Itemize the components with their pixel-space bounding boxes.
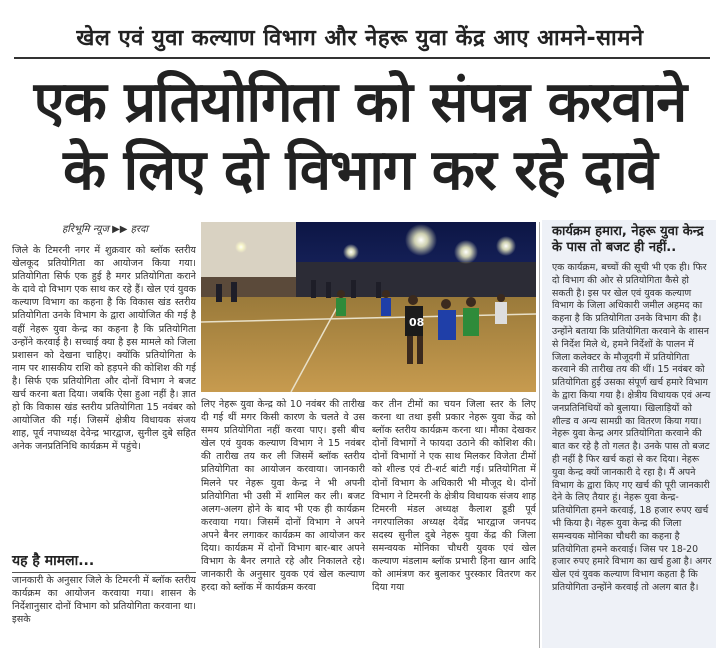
article-column-1-continued: जानकारी के अनुसार जिले के टिमरनी में ब्लॉक स्तरीय कार्यक्रम का आयोजन करवाया गया। शासन के निर्देशानुसार दोनों विभाग को प्रतियोगिता करवाना था। इसके [12, 575, 196, 626]
sidebar-heading: कार्यक्रम हमारा, नेहरू युवा केन्द्र के पास तो बजट ही नहीं.. [552, 224, 704, 255]
column-divider [539, 222, 540, 648]
headline-line-1: एक प्रतियोगिता को संपन्न करवाने [33, 70, 687, 135]
article-column-3: कर तीन टीमों का चयन जिला स्तर के लिए करना था तथा इसी प्रकार नेहरू युवा केंद्र को ब्लॉक स्तरीय कार्यक्रम करना था। मौका देखकर दोनों विभागों ने फायदा उठाने की कोशिश की। दोनों विभागों ने एक साथ मिलकर विजेता टीमों को शील्ड एवं टी-शर्ट बांटी गई। प्रतियोगिता में दोनों विभाग के अधिकारी भी मौजूद थे। दोनों विभाग ने टिमरनी के क्षेत्रीय विधायक संजय शाह टिमरनी मंडल अध्यक्ष कैलाश डूडी पूर्व नगरपालिका अध्यक्ष देवेंद्र भारद्वाज जनपद सदस्य सुनील दुबे नेहरू युवा केंद्र की जिला समन्वयक मोनिका चौधरी युवक एवं खेल कल्याण मंडलाम ब्लॉक प्रभारी हिना खान आदि को आमंत्रण कर बुलाकर पुरस्कार वितरण कर दिया गया [372, 399, 536, 594]
article-column-2: लिए नेहरू युवा केन्द्र को 10 नवंबर की तारीख दी गई थीं मगर किसी कारण के चलते वे उस समय प्रतियोगिता नहीं करवा पाए। इसी बीच खेल एवं युवक कल्याण विभाग ने 15 नवंबर की तारीख तय कर ली जिसमें ब्लॉक स्तरीय प्रतियोगिता का आयोजन करवाया। जानकारी मिलने पर नेहरू युवा केन्द्र ने भी अपनी प्रतियोगिता भी उसी में शामिल कर ली। बजट अलग-अलग होने के बाद भी एक ही कार्यक्रम करवाया गया। जिसमें दोनों विभाग ने अपने अपने बैनर लगाकर कार्यक्रम का आयोजन कर दिया। कार्यक्रम में दोनों विभाग बार-बार अपने विभाग के बैनर लगाते रहे और निकालते रहे। जानकारी के अनुसार युवक एवं खेल कल्याण हरदा को ब्लॉक में कार्यक्रम करवा [201, 399, 365, 594]
sidebar-body: एक कार्यक्रम, बच्चों की सूची भी एक ही। फिर दो विभाग की ओर से प्रतियोगिता कैसे हो सकती है। इस पर खेल एवं युवक कल्याण विभाग के जिला अधिकारी जमील अहमद का कहना है कि प्रतियोगिता उनके विभाग की है। उन्होंने बताया कि प्रतियोगिता करवाने के शासन से निर्देश मिले थे, हमने निर्देशों के पालन में जिला कलेक्टर के मौजूदगी में प्रतियोगिता करवाने की तारीख तय की थीं। 15 नवंबर को प्रतियोगिता हुई उसका संपूर्ण खर्च हमारे विभाग के द्वारा किया गया है। क्षेत्रीय विधायक एवं अन्य जनप्रतिनिधियों को बुलाया। खिलाड़ियों को शील्ड व अन्य सामग्री का वितरण किया गया। नेहरू युवा केन्द्र अगर प्रतियोगिता करवाने की बात कर रहे है तो गलत है। उनके पास तो बजट ही नहीं है फिर खर्च कहां से कर दिया। नेहरू युवा केन्द्र क्यों जानकारी दे रहा है। मैं अपने विभाग के द्वारा किए गए खर्च की पूरी जानकारी देने के लिए तैयार हूं। नेहरू युवा केन्द्र- प्रतियोगिता हमने करवाई, 18 हजार रुपए खर्च भी किया है। नेहरू युवा केन्द्र की जिला समन्वयक मोनिका चौधरी का कहना है प्रतियोगिता हमने करवाई। जिस पर 18-20 हजार रुपए हमारे विभाग का खर्च हुआ है। अगर खेल एवं युवक कल्याण विभाग कहता है कि प्रतियोगिता उन्होंने करवाई तो अलग बात है। [552, 262, 712, 593]
event-photo [201, 222, 536, 392]
jersey-number: 08 [409, 316, 425, 329]
kicker-headline: खेल एवं युवा कल्याण विभाग और नेहरू युवा केंद्र आए आमने-सामने [76, 26, 644, 51]
byline: हरिभूमि न्यूज ▶▶ हरदा [62, 224, 148, 235]
kabaddi-match-image [201, 222, 536, 392]
article-column-1: जिले के टिमरनी नगर में शुक्रवार को ब्लॉक स्तरीय खेलकूद प्रतियोगिता का आयोजन किया गया। प्रतियोगिता सिर्फ एक हुई है मगर प्रतियोगिता कराने के दावे दो विभाग एक साथ कर रहे हैं। खेल एवं युवक कल्याण विभाग का कहना है कि विकास खंड स्तरीय प्रतियोगिता उनके विभाग के द्वारा आयोजित की गई है वहीं नेहरू युवा केन्द्र का कहना है कि प्रतियोगिता उन्होंने करवाई है। सच्चाई क्या है इस मामले को जिला प्रशासन को देखना चाहिए। क्योंकि प्रतियोगिता के नाम पर शासकीय राशि को हड़पने की कोशिश की गई है। सिर्फ एक प्रतियोगिता और दोनों विभाग ने बजट खर्च करना बता दिया। जबकि ऐसा हुआ नहीं है। ज्ञात हो कि विकास खंड स्तरीय प्रतियोगिता 15 नवंबर को आयोजित की गई। जिसमें क्षेत्रीय विधायक संजय शाह, पूर्व नपाध्यक्ष देवेन्द्र भारद्वाज, सुनील दुबे सहित अनेक जनप्रतिनिधि कार्यक्रम में पहुंचे। [12, 245, 196, 453]
headline-line-2: के लिए दो विभाग कर रहे दावे [63, 138, 657, 203]
subheading: यह है मामला... [12, 551, 196, 573]
top-rule [14, 57, 710, 59]
